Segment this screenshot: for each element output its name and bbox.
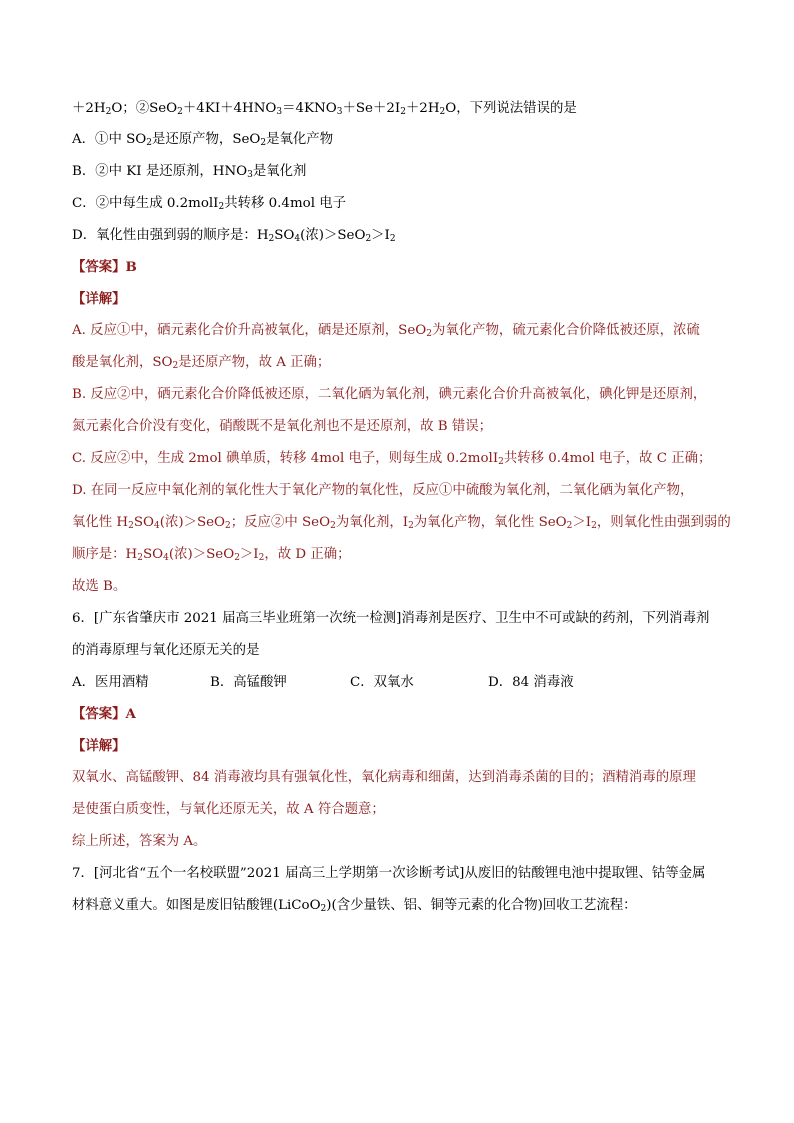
explanation6-line-2: 是使蛋白质变性，与氧化还原无关，故 A 符合题意； — [72, 802, 385, 817]
option-d: D．氧化性由强到弱的顺序是：$H_2SO_4$(浓)$>SeO_2>I_2$ — [72, 228, 396, 244]
option-c: C．②中每生成 0.2molI$_2$共转移 0.4mol 电子 — [72, 196, 347, 212]
q6-option-d: D．84 消毒液 — [488, 675, 574, 690]
answer-6: 【答案】A — [72, 706, 136, 722]
conclusion-5: 故选 B。 — [72, 579, 127, 594]
explanation-line-1: A. 反应①中，硒元素化合价升高被氧化，硒是还原剂，SeO$_2$为氧化产物，硫元素化合价降低被还原，浓硫 — [72, 323, 700, 339]
option-b: B．②中 KI 是还原剂，$HNO_3$是氧化剂 — [72, 164, 307, 180]
question5-equation-line: $+2H_2O$；$②SeO_2+4KI+4HNO_3=4KNO_3+Se+2I_2+2H_2O$，下列说法错误的是 — [72, 101, 577, 117]
explanation-line-5: C. 反应②中，生成 2mol 碘单质，转移 4mol 电子，则每生成 0.2molI$_2$共转移 0.4mol 电子，故 C 正确； — [72, 451, 712, 467]
q6-option-c: C．双氧水 — [350, 675, 414, 690]
explanation-line-2: 酸是氧化剂，$SO_2$是还原产物，故 A 正确； — [72, 355, 331, 371]
option-a: A．①中 $SO_2$是还原产物，SeO$_2$是氧化产物 — [72, 132, 334, 148]
question6-options — [72, 674, 732, 692]
explanation-line-7: 氧化性 $H_2SO_4$(浓)＞SeO$_2$；反应②中 SeO$_2$为氧化剂，$I_2$为氧化产物，氧化性 $SeO_2>I_2$，则氧化性由强到弱的 — [72, 515, 731, 531]
answer-5: 【答案】B — [72, 259, 137, 275]
question6-stem-line-2: 的消毒原理与氧化还原无关的是 — [72, 643, 260, 658]
explanation6-line-1: 双氧水、高锰酸钾、84 消毒液均具有强氧化性，氧化病毒和细菌，达到消毒杀菌的目的；酒精消毒的原理 — [72, 770, 696, 785]
explanation-line-4: 氮元素化合价没有变化，硝酸既不是氧化剂也不是还原剂，故 B 错误； — [72, 419, 493, 434]
detail-heading-5: 【详解】 — [72, 291, 126, 307]
explanation-line-8: 顺序是：$H_2SO_4$(浓)$>SeO_2>I_2$，故 D 正确； — [72, 547, 351, 563]
q6-option-b: B．高锰酸钾 — [210, 675, 287, 690]
explanation-line-6: D. 在同一反应中氧化剂的氧化性大于氧化产物的氧化性，反应①中硫酸为氧化剂，二氧化硒为氧化产物， — [72, 483, 694, 498]
detail-heading-6: 【详解】 — [72, 738, 126, 754]
q6-option-a: A．医用酒精 — [72, 675, 149, 690]
conclusion-6: 综上所述，答案为 A。 — [72, 834, 207, 849]
question6-stem-line-1: 6．[广东省肇庆市 2021 届高三毕业班第一次统一检测]消毒剂是医疗、卫生中不可或缺的药剂，下列消毒剂 — [72, 611, 710, 626]
question7-stem-line-2: 材料意义重大。如图是废旧钴酸锂(LiCoO$_2$)(含少量铁、铝、铜等元素的化合物)回收工艺流程： — [72, 898, 637, 914]
question7-stem-line-1: 7．[河北省“五个一名校联盟”2021 届高三上学期第一次诊断考试]从废旧的钴酸锂电池中提取锂、钴等金属 — [72, 866, 706, 881]
explanation-line-3: B. 反应②中，硒元素化合价降低被还原，二氧化硒为氧化剂，碘元素化合价升高被氧化，碘化钾是还原剂， — [72, 387, 707, 402]
